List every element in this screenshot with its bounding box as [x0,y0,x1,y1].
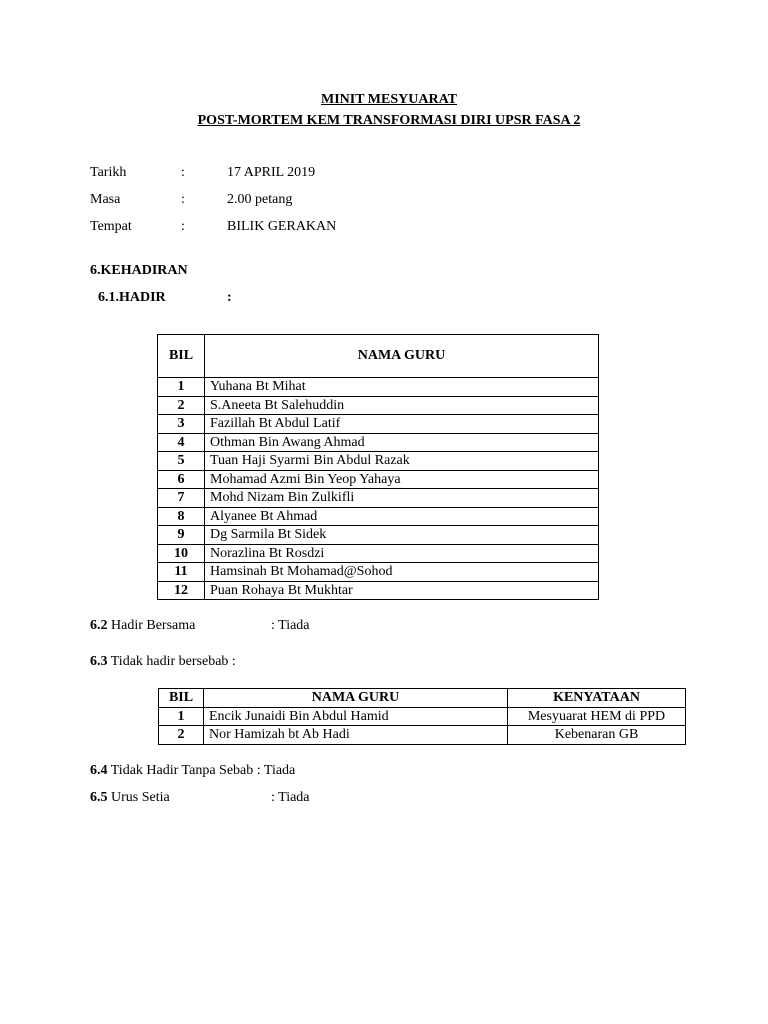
info-sep-tarikh: : [181,165,185,180]
nama-cell: Nor Hamizah bt Ab Hadi [204,726,508,745]
tidak-hadir-bersebab-label: Tidak hadir bersebab : [110,654,236,669]
bil-cell: 2 [159,726,204,745]
table-row [159,726,686,745]
tanpa-sebab-line [90,763,295,779]
info-value-masa: 2.00 petang [227,192,293,207]
table-row [158,507,599,526]
nama-cell: Tuan Haji Syarmi Bin Abdul Razak [205,452,599,471]
table-row [158,563,599,582]
info-label-masa: Masa [90,192,121,207]
table-row [158,433,599,452]
tidak-hadir-bersebab-table [158,688,686,745]
tidak-hadir-bersebab-line [90,654,236,670]
hadir-bersama-label: Hadir Bersama [111,618,196,633]
nama-cell: Norazlina Bt Rosdzi [205,544,599,563]
column-header-bil: BIL [158,335,205,378]
bil-cell: 1 [159,707,204,726]
kehadiran-heading: 6.KEHADIRAN [90,263,188,278]
bil-cell: 2 [158,396,205,415]
bil-cell: 10 [158,544,205,563]
nama-cell: Fazillah Bt Abdul Latif [205,415,599,434]
hadir-label: 6.1.HADIR [98,290,166,305]
urus-setia-label: Urus Setia [111,790,170,805]
column-header-nama-guru: NAMA GURU [204,689,508,708]
table-row [158,526,599,545]
nama-cell: Mohd Nizam Bin Zulkifli [205,489,599,508]
table-row [158,415,599,434]
tanpa-sebab-label: Tidak Hadir Tanpa Sebab : Tiada [110,763,296,778]
nama-cell: Othman Bin Awang Ahmad [205,433,599,452]
nama-cell: Mohamad Azmi Bin Yeop Yahaya [205,470,599,489]
bil-cell: 6 [158,470,205,489]
section-number: 6.2 [90,618,108,633]
table-header-row [159,689,686,708]
bil-cell: 3 [158,415,205,434]
bil-cell: 4 [158,433,205,452]
table-row [159,707,686,726]
bil-cell: 1 [158,378,205,397]
bil-cell: 11 [158,563,205,582]
hadir-bersama-value: : Tiada [271,618,310,633]
hadir-bersama-line [90,618,195,634]
urus-setia-line [90,790,170,806]
table-row [158,581,599,600]
table-row [158,378,599,397]
table-row [158,544,599,563]
nama-cell: Dg Sarmila Bt Sidek [205,526,599,545]
table-row [158,396,599,415]
bil-cell: 8 [158,507,205,526]
section-number: 6.3 [90,654,108,669]
nama-cell: Yuhana Bt Mihat [205,378,599,397]
kenyataan-cell: Mesyuarat HEM di PPD [508,707,686,726]
info-value-tarikh: 17 APRIL 2019 [227,165,316,180]
section-number: 6.4 [90,763,108,778]
nama-cell: Puan Rohaya Bt Mukhtar [205,581,599,600]
document-subtitle: POST-MORTEM KEM TRANSFORMASI DIRI UPSR FASA 2 [197,113,581,128]
kenyataan-cell: Kebenaran GB [508,726,686,745]
bil-cell: 7 [158,489,205,508]
nama-cell: S.Aneeta Bt Salehuddin [205,396,599,415]
nama-cell: Alyanee Bt Ahmad [205,507,599,526]
column-header-kenyataan: KENYATAAN [508,689,686,708]
table-header-row [158,335,599,378]
table-row [158,489,599,508]
column-header-bil: BIL [159,689,204,708]
info-sep-tempat: : [181,219,185,234]
urus-setia-value: : Tiada [271,790,310,805]
table-row [158,452,599,471]
section-number: 6.5 [90,790,108,805]
nama-cell: Encik Junaidi Bin Abdul Hamid [204,707,508,726]
bil-cell: 5 [158,452,205,471]
table-row [158,470,599,489]
column-header-nama-guru: NAMA GURU [205,335,599,378]
info-label-tarikh: Tarikh [90,165,127,180]
nama-cell: Hamsinah Bt Mohamad@Sohod [205,563,599,582]
document-title: MINIT MESYUARAT [321,92,457,107]
bil-cell: 9 [158,526,205,545]
info-label-tempat: Tempat [90,219,132,234]
hadir-sep: : [227,290,232,305]
hadir-table [157,334,599,600]
bil-cell: 12 [158,581,205,600]
info-sep-masa: : [181,192,185,207]
info-value-tempat: BILIK GERAKAN [227,219,337,234]
